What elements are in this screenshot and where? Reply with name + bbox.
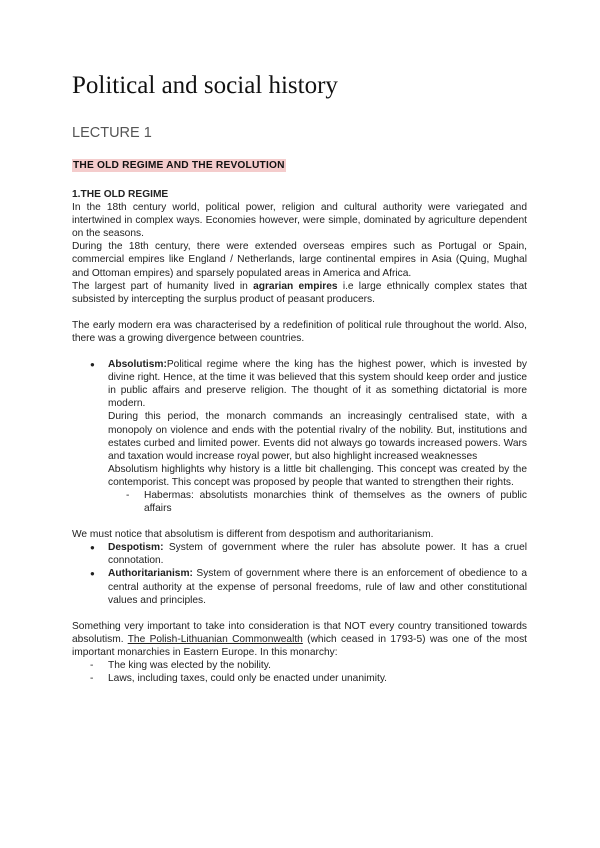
habermas-list — [108, 489, 527, 515]
section-heading: THE OLD REGIME AND THE REVOLUTION — [73, 160, 285, 171]
paragraph-1: In the 18th century world, political power, religion and cultural authority were variegated and intertwined in complex ways. Economies however, were simple, dominated by agriculture dependent on the seasons. — [72, 202, 527, 240]
commonwealth-link[interactable]: The Polish-Lithuanian Commonwealth — [127, 633, 303, 645]
absolutism-paragraph-3: Absolutism highlights why history is a little bit challenging. This concept was created by the contemporist. This concept was proposed by people that wanted to strengthen their rights. — [108, 463, 527, 488]
agrarian-empires-term: agrarian empires — [253, 280, 338, 292]
absolutism-term: Absolutism: — [108, 359, 167, 371]
absolutism-list — [72, 358, 527, 515]
page-title: Political and social history — [72, 72, 338, 99]
list-item-absolutism: ● Absolutism:Political regime where the king has the highest power, which is invested by divine right. Hence, at the time it was believed that this system should keep order and justice in public affairs and preserve religion. The thought of it as something dictatorial is more modern. During this period, the monarch commands an increasingly centralised state, with a monopoly on violence and ends with the potential rivalry of the nobility. But, institutions and estates curbed and limited power. Events did not always go towards increased powers. Wars and taxation would increase royal power, but also highlight increased weaknesses Absolutism highlights why history is a little bit challenging. This concept was created by the contemporist. This concept was proposed by people that wanted to strengthen their rights. - Habermas: absolutists monarchies think of themselves as the owners of public affairs — [72, 358, 527, 515]
definitions-list — [72, 541, 527, 606]
paragraph-5: We must notice that absolutism is different from despotism and authoritarianism. — [72, 529, 434, 541]
lecture-label: LECTURE 1 — [72, 125, 152, 141]
monarchy-features-list — [72, 659, 527, 685]
paragraph-2: During the 18th century, there were extended overseas empires such as Portugal or Spain, commercial empires like England / Netherlands, large continental empires in Asia (Quing, Mughal and Ottoman empires) and sparsely populated areas in America and Africa. — [72, 241, 527, 279]
list-item-despotism: ● Despotism: System of government where the ruler has absolute power. It has a cruel connotation. — [72, 541, 527, 567]
absolutism-paragraph-2: During this period, the monarch commands an increasingly centralised state, with a monopoly on violence and ends with the potential rivalry of the nobility. But, institutions and estates curbed and limited power. Events did not always go towards increased powers. Wars and taxation would increase royal power, but also highlight increased weaknesses — [108, 411, 527, 462]
subheading: 1.THE OLD REGIME — [72, 189, 169, 200]
list-item-habermas: - Habermas: absolutists monarchies think of themselves as the owners of public affairs — [108, 489, 527, 515]
paragraph-6: Something very important to take into consideration is that NOT every country transitioned towards absolutism. The Polish-Lithuanian Commonwealth (which ceased in 1793-5) was one of the most important monarchies in Eastern Europe. In this monarchy: — [72, 620, 528, 658]
document-body — [72, 188, 527, 685]
list-item: - Laws, including taxes, could only be enacted under unanimity. — [72, 672, 527, 685]
list-item: - The king was elected by the nobility. — [72, 659, 527, 672]
paragraph-3: The largest part of humanity lived in agrarian empires i.e large ethnically complex states that subsisted by intercepting the surplus product of peasant producers. — [72, 280, 527, 305]
paragraph-4: The early modern era was characterised by a redefinition of political rule throughout the world. Also, there was a growing divergence between countries. — [72, 319, 527, 344]
list-item-authoritarianism: ● Authoritarianism: System of government where there is an enforcement of obedience to a central authority at the expense of personal freedoms, rule of law and other constitutional values and principles. — [72, 567, 527, 606]
